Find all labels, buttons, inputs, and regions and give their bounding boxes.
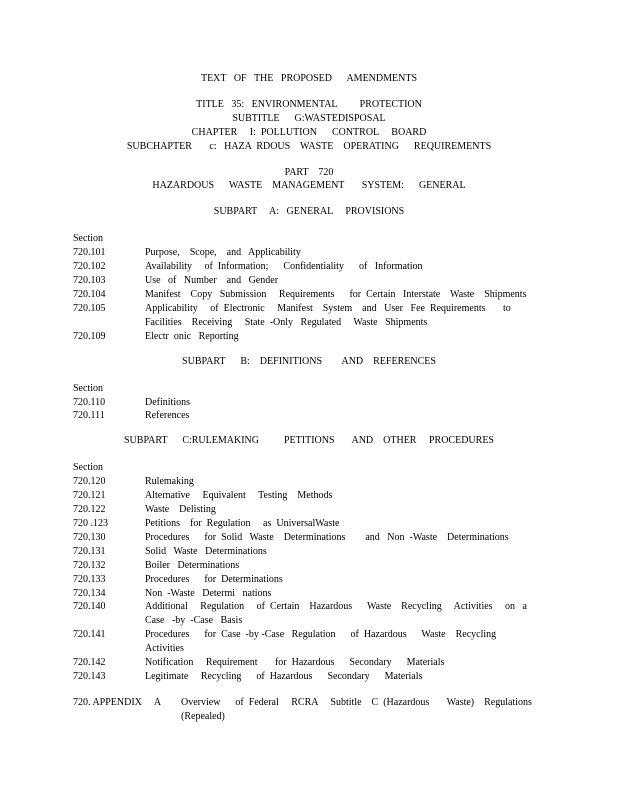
section-description: Purpose, Scope, and Applicability	[145, 247, 301, 258]
document-title: TEXT OF THE PROPOSED AMENDMENTS	[200, 73, 418, 84]
section-description-continued: Activities	[145, 643, 184, 654]
subpart-c-heading: SUBPART C:RULEMAKING PETITIONS AND OTHER PROCEDURES	[124, 435, 494, 446]
section-description: Legitimate Recycling of Hazardous Secondary Materials	[145, 671, 423, 682]
appendix-description: Overview of Federal RCRA Subtitle C (Hazardous Waste) Regulations	[181, 697, 532, 708]
appendix-label: 720. APPENDIX A	[73, 697, 162, 708]
subpart-b-heading: SUBPART B: DEFINITIONS AND REFERENCES	[182, 356, 436, 367]
section-number: 720.109	[73, 331, 106, 342]
section-description: Notification Requirement for Hazardous Secondary Materials	[145, 657, 445, 668]
part-heading: PART 720	[284, 167, 334, 178]
section-description-continued: Facilities Receiving State -Only Regulated Waste Shipments	[145, 317, 428, 328]
section-description: Procedures for Determinations	[145, 574, 283, 585]
section-number: 720.140	[73, 601, 106, 612]
section-description: Electr onic Reporting	[145, 331, 239, 342]
subtitle-heading: SUBTITLE G:WASTEDISPOSAL	[232, 113, 386, 124]
section-number: 720.122	[73, 504, 106, 515]
section-description: Non -Waste Determi nations	[145, 588, 272, 599]
section-number: 720.130	[73, 532, 106, 543]
section-number: 720.132	[73, 560, 106, 571]
section-description: Rulemaking	[145, 476, 194, 487]
section-number: 720.110	[73, 397, 106, 408]
subchapter-heading: SUBCHAPTER c: HAZA RDOUS WASTE OPERATING REQUIREMENTS	[126, 141, 492, 152]
section-number: 720.102	[73, 261, 106, 272]
section-number: 720.143	[73, 671, 106, 682]
section-description: Availability of Information; Confidentiality of Information	[145, 261, 423, 272]
section-number: 720 .123	[73, 518, 108, 529]
appendix-description-continued: (Repealed)	[181, 711, 225, 722]
part-title-heading: HAZARDOUS WASTE MANAGEMENT SYSTEM: GENERAL	[152, 180, 466, 191]
title-35-heading: TITLE 35: ENVIRONMENTAL PROTECTION	[196, 99, 422, 110]
section-number: 720.134	[73, 588, 106, 599]
section-number: 720.105	[73, 303, 106, 314]
section-description-continued: Case -by -Case Basis	[145, 615, 243, 626]
section-description: Applicability of Electronic Manifest System and User Fee Requirements to	[145, 303, 511, 314]
section-number: 720.131	[73, 546, 106, 557]
section-description: Procedures for Solid Waste Determinations and Non -Waste Determinations	[145, 532, 509, 543]
section-description: Definitions	[145, 397, 190, 408]
section-description: Procedures for Case -by -Case Regulation of Hazardous Waste Recycling	[145, 629, 497, 640]
section-description: Alternative Equivalent Testing Methods	[145, 490, 333, 501]
subpart-a-heading: SUBPART A: GENERAL PROVISIONS	[213, 206, 405, 217]
section-description: Solid Waste Determinations	[145, 546, 267, 557]
section-description: Waste Delisting	[145, 504, 216, 515]
section-description: Use of Number and Gender	[145, 275, 279, 286]
section-number: 720.133	[73, 574, 106, 585]
section-number: 720.104	[73, 289, 106, 300]
section-number: 720.101	[73, 247, 106, 258]
section-label: Section	[73, 233, 103, 244]
section-number: 720.103	[73, 275, 106, 286]
section-description: Boiler Determinations	[145, 560, 240, 571]
section-number: 720.121	[73, 490, 106, 501]
section-number: 720.142	[73, 657, 106, 668]
section-label: Section	[73, 462, 103, 473]
section-description: Manifest Copy Submission Requirements for Certain Interstate Waste Shipments	[145, 289, 527, 300]
section-number: 720.141	[73, 629, 106, 640]
section-number: 720.120	[73, 476, 106, 487]
section-description: References	[145, 410, 190, 421]
section-label: Section	[73, 383, 103, 394]
section-description: Petitions for Regulation as UniversalWaste	[145, 518, 340, 529]
section-number: 720.111	[73, 410, 105, 421]
section-description: Additional Regulation of Certain Hazardous Waste Recycling Activities on a	[145, 601, 527, 612]
chapter-heading: CHAPTER I: POLLUTION CONTROL BOARD	[191, 127, 427, 138]
